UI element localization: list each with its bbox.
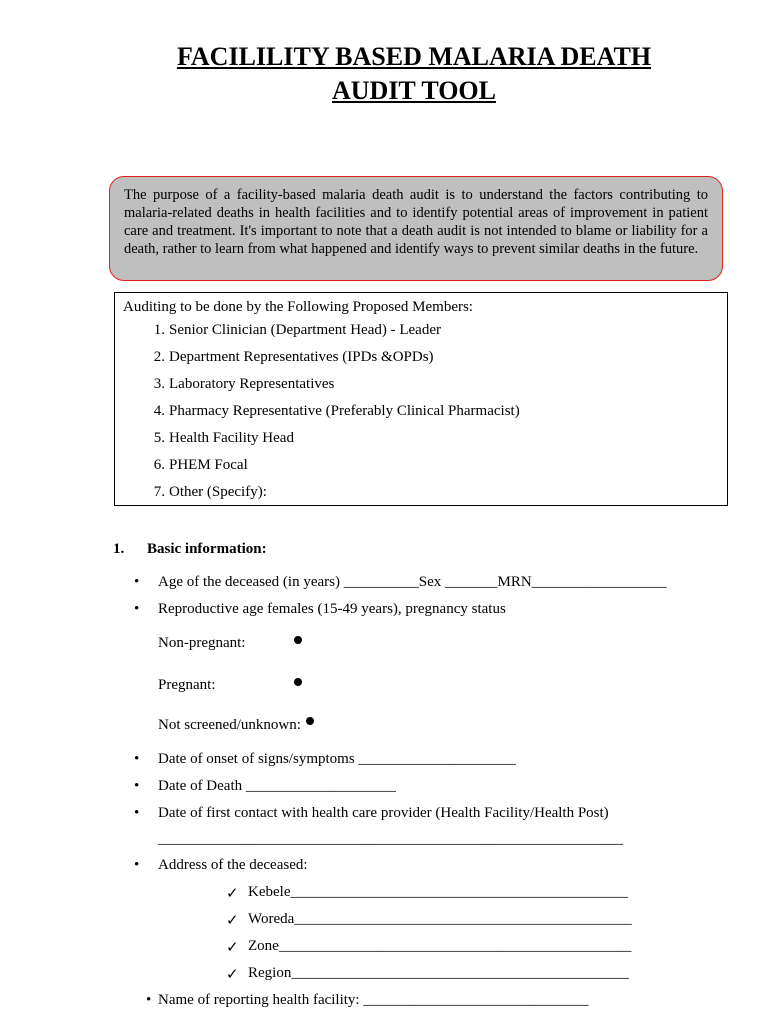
first-contact-field[interactable]: ______________________________________________________________ bbox=[158, 831, 623, 847]
option-pregnant-label: Pregnant: bbox=[158, 677, 216, 693]
checkmark-icon: ✓ bbox=[226, 913, 239, 929]
document-title bbox=[100, 40, 728, 108]
bullet-icon: • bbox=[134, 574, 140, 590]
section-heading: Basic information: bbox=[147, 541, 267, 557]
member-item: 3. Laboratory Representatives bbox=[153, 376, 335, 392]
bullet-icon: • bbox=[134, 805, 140, 821]
reporting-facility-field[interactable]: Name of reporting health facility: ______________________________ bbox=[158, 992, 589, 1008]
title-line-2: AUDIT TOOL bbox=[331, 76, 496, 105]
address-label: Address of the deceased: bbox=[158, 857, 308, 873]
bullet-icon: • bbox=[134, 751, 140, 767]
title-line-1: FACILILITY BASED MALARIA DEATH bbox=[176, 42, 652, 71]
death-date-field[interactable]: Date of Death ____________________ bbox=[158, 778, 396, 794]
bullet-icon: • bbox=[134, 778, 140, 794]
member-item: 2. Department Representatives (IPDs &OPDs) bbox=[153, 349, 434, 365]
option-not-screened-marker[interactable] bbox=[306, 717, 314, 725]
option-pregnant-marker[interactable] bbox=[294, 678, 302, 686]
checkmark-icon: ✓ bbox=[226, 967, 239, 983]
bullet-icon: • bbox=[146, 992, 152, 1008]
section-number: 1. bbox=[113, 541, 125, 557]
bullet-icon: • bbox=[134, 601, 140, 617]
age-sex-mrn-field[interactable]: Age of the deceased (in years) __________Sex _______MRN__________________ bbox=[158, 574, 667, 590]
checkmark-icon: ✓ bbox=[226, 886, 239, 902]
member-item: 4. Pharmacy Representative (Preferably Clinical Pharmacist) bbox=[153, 403, 520, 419]
members-box bbox=[114, 292, 728, 506]
member-item: 6. PHEM Focal bbox=[153, 457, 248, 473]
member-item: 5. Health Facility Head bbox=[153, 430, 294, 446]
kebele-field[interactable]: Kebele_____________________________________________ bbox=[248, 884, 628, 900]
reproductive-status-label: Reproductive age females (15-49 years), pregnancy status bbox=[158, 601, 506, 617]
members-intro: Auditing to be done by the Following Proposed Members: bbox=[123, 299, 473, 315]
woreda-field[interactable]: Woreda_____________________________________________ bbox=[248, 911, 632, 927]
members-list bbox=[123, 317, 727, 506]
option-non-pregnant-label: Non-pregnant: bbox=[158, 635, 246, 651]
onset-date-field[interactable]: Date of onset of signs/symptoms _____________________ bbox=[158, 751, 516, 767]
purpose-box: The purpose of a facility-based malaria death audit is to understand the factors contributing to malaria-related deaths in health facilities and to identify potential areas of improvement in patient care and treatment. It's important to note that a death audit is not intended to blame or liability for a death, rather to learn from what happened and identify ways to prevent similar deaths in the future. bbox=[109, 176, 723, 281]
checkmark-icon: ✓ bbox=[226, 940, 239, 956]
zone-field[interactable]: Zone_______________________________________________ bbox=[248, 938, 632, 954]
option-non-pregnant-marker[interactable] bbox=[294, 636, 302, 644]
option-not-screened-label: Not screened/unknown: bbox=[158, 717, 301, 733]
region-field[interactable]: Region_____________________________________________ bbox=[248, 965, 629, 981]
bullet-icon: • bbox=[134, 857, 140, 873]
member-item: 1. Senior Clinician (Department Head) - Leader bbox=[153, 322, 441, 338]
member-item: 7. Other (Specify): bbox=[153, 484, 267, 500]
first-contact-label: Date of first contact with health care provider (Health Facility/Health Post) bbox=[158, 805, 609, 821]
